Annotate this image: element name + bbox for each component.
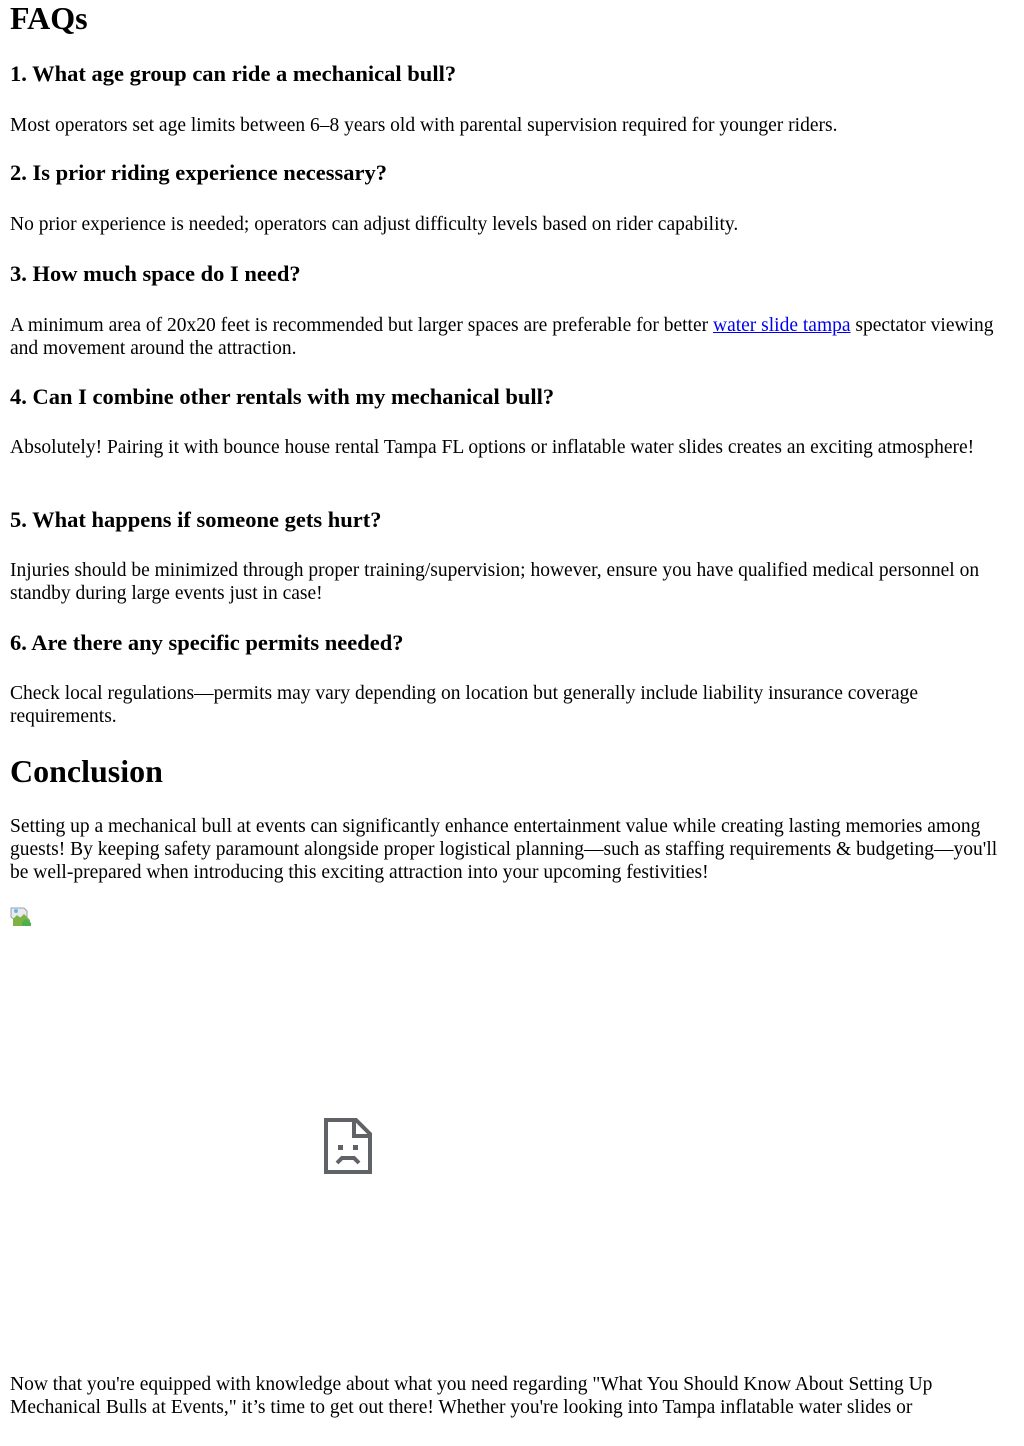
faq-answer-3-text-before: A minimum area of 20x20 feet is recommended but larger spaces are preferable for better: [10, 315, 713, 336]
broken-embed-frame: [10, 934, 685, 1354]
conclusion-paragraph: Setting up a mechanical bull at events can significantly enhance entertainment value while creating lasting memories among guests! By keeping safety paramount alongside proper logistical planning—such as staffing requirements & budgeting—you'll be well-prepared when introducing this exciting attraction into your upcoming festivities!: [10, 816, 998, 883]
water-slide-tampa-link[interactable]: water slide tampa: [712, 315, 851, 336]
broken-image-icon: [10, 907, 32, 927]
faq-answer-4: Absolutely! Pairing it with bounce house rental Tampa FL options or inflatable water slides creates an exciting atmosphere!: [10, 437, 975, 458]
faq-question-1: 1. What age group can ride a mechanical bull?: [10, 61, 457, 86]
faq-question-4: 4. Can I combine other rentals with my mechanical bull?: [10, 384, 555, 409]
faqs-heading: FAQs: [10, 0, 88, 36]
faq-answer-1: Most operators set age limits between 6–8 years old with parental supervision required for younger riders.: [10, 115, 838, 136]
conclusion-heading: Conclusion: [10, 753, 163, 789]
faq-question-3: 3. How much space do I need?: [10, 261, 301, 286]
faq-answer-6: Check local regulations—permits may vary depending on location but generally include liability insurance coverage requirements.: [10, 683, 919, 727]
faq-answer-3: [10, 314, 1014, 360]
faq-answer-3-text-after: spectator viewing and movement around the attraction.: [10, 315, 994, 359]
faq-answer-2: No prior experience is needed; operators can adjust difficulty levels based on rider capability.: [10, 214, 739, 235]
faq-question-6: 6. Are there any specific permits needed?: [10, 630, 404, 655]
faq-question-5: 5. What happens if someone gets hurt?: [10, 507, 382, 532]
closing-paragraph: Now that you're equipped with knowledge about what you need regarding "What You Should Know About Setting Up Mechanical Bulls at Events," it’s time to get out there! Whether you're looking into Tampa inflatable water slides or: [10, 1374, 933, 1418]
faq-answer-5: Injuries should be minimized through proper training/supervision; however, ensure you have qualified medical personnel on standby during large events just in case!: [10, 560, 980, 604]
faq-question-2: 2. Is prior riding experience necessary?: [10, 160, 388, 185]
sad-document-icon: [323, 1117, 373, 1175]
